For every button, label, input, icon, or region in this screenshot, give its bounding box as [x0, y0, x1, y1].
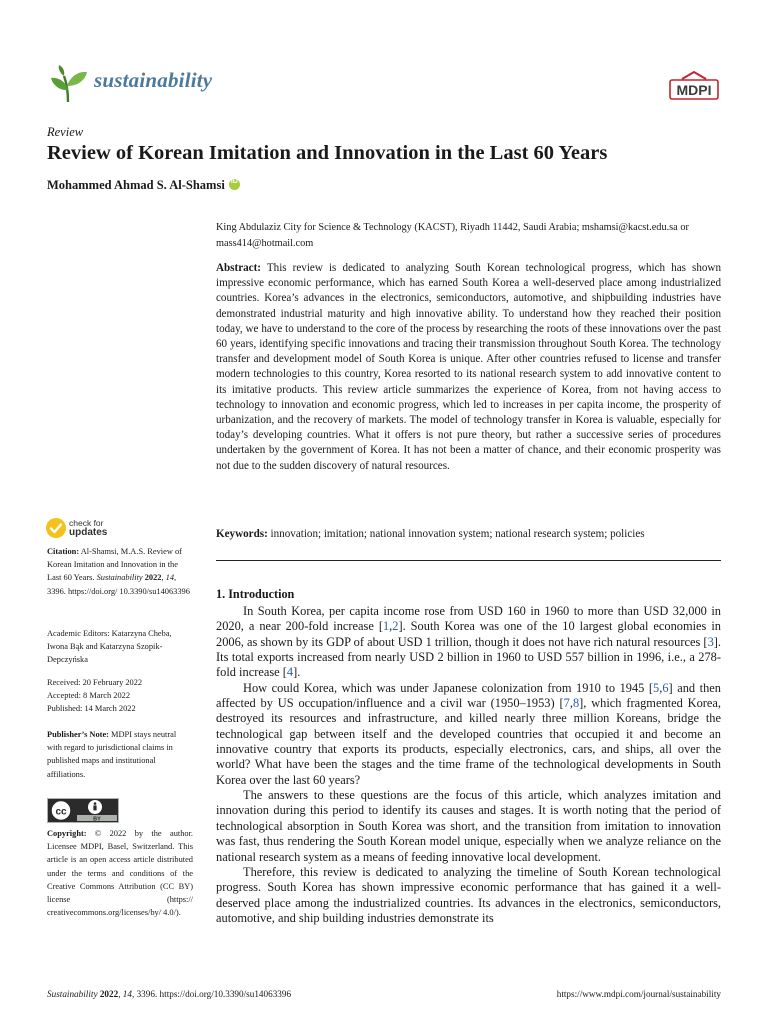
paragraph: Therefore, this review is dedicated to analyzing the timeline of South Korean technological progress. South Korea has shown impressive economic performance that has gained it a well-deserved place among the industrialized countries. Its advances in the electronics, semiconductors, automotive, and ship building industries demonstrate its	[216, 864, 721, 925]
keywords-label: Keywords:	[216, 528, 268, 540]
paragraph-text: ] and then affected by US occupation/influence and a civil war (1950–1953) [	[216, 680, 721, 711]
check-updates-icon	[45, 517, 67, 539]
svg-text:cc: cc	[55, 806, 67, 818]
footer-doi[interactable]: , 3396. https://doi.org/10.3390/su14063396	[131, 989, 292, 999]
pubnote-label: Publisher’s Note:	[47, 730, 109, 739]
copyright-notice	[47, 827, 193, 919]
citation-journal: Sustainability	[96, 573, 143, 583]
footer-journal-url[interactable]: https://www.mdpi.com/journal/sustainability	[556, 989, 721, 999]
citation-ref-link[interactable]: 2	[392, 619, 399, 634]
publishers-note	[47, 728, 193, 781]
citation-ref-link[interactable]: 4	[286, 665, 294, 680]
citation-ref-link[interactable]: 5	[653, 680, 660, 695]
paragraph-text: ], which fragmented Korea, destroyed its resources and infrastructure, and killed nearly three million Koreans, bridge the technological gap between itself and the developed countries that occupied it and become an innovative country that exports its products, especially electronics, cars, and ships, all over the world? What have been the stages and the time frame of the technological developments in South Korea over the last 60 years?	[216, 696, 721, 787]
abstract-label: Abstract:	[216, 262, 261, 274]
updates-label-bottom: updates	[69, 527, 108, 538]
paragraph	[216, 681, 721, 788]
journal-name: sustainability	[94, 68, 213, 92]
affiliation: King Abdulaziz City for Science & Technology (KACST), Riyadh 11442, Saudi Arabia; mshamsi@kacst.edu.sa or mass414@hotmail.com	[216, 222, 689, 249]
check-for-updates-button[interactable]	[45, 517, 125, 541]
citation-ref-link[interactable]: 7	[563, 696, 570, 711]
published-date: Published: 14 March 2022	[47, 704, 136, 714]
footer-journal: Sustainability	[47, 989, 98, 999]
author-line	[47, 178, 240, 193]
citation-year: 2022	[144, 573, 162, 583]
keywords-text: innovation; imitation; national innovation system; national research system; policies	[270, 528, 645, 540]
citation-volume: 14	[165, 573, 175, 583]
academic-editors: Academic Editors: Katarzyna Cheba, Iwona Bąk and Katarzyna Szopik-Depczyńska	[47, 629, 172, 665]
citation-ref-link[interactable]: 6	[662, 680, 669, 695]
cc-by-label: BY	[93, 816, 101, 823]
paragraph-text: ]. South Korea was one of the 10 largest global economies in 2006, as shown by its GDP of about USD 1 trillion, though it does not have rich natural resources [	[216, 619, 721, 649]
introduction-body	[216, 604, 721, 926]
article-title: Review of Korean Imitation and Innovation in the Last 60 Years	[47, 142, 608, 164]
abstract	[216, 261, 721, 474]
author-name: Mohammed Ahmad S. Al-Shamsi	[47, 178, 225, 192]
footer-citation: Sustainability 2022, 14, 3396. https://doi.org/10.3390/su14063396	[47, 989, 292, 999]
citation-block: Citation: Al-Shamsi, M.A.S. Review of Korean Imitation and Innovation in the Last 60 Years. Sustainability 2022, 14, 3396. https://doi.org/ 10.3390/su14063396	[47, 547, 190, 596]
section-divider	[216, 560, 721, 561]
section-heading: 1. Introduction	[216, 587, 295, 601]
received-date: Received: 20 February 2022	[47, 678, 143, 687]
footer-volume: 14	[122, 989, 132, 999]
ref-separator: ,	[389, 619, 393, 634]
cc-by-license-icon[interactable]	[47, 798, 119, 823]
citation-ref-link[interactable]: 8	[572, 696, 580, 711]
ref-separator: ,	[659, 680, 663, 695]
paragraph-text: ].	[293, 665, 301, 680]
citation-doi[interactable]: , 3396. https://doi.org/ 10.3390/su14063396	[47, 573, 190, 596]
paragraph-text: ]. Its total exports increased from nearly USD 2 billion in 1960 to USD 557 billion in 1996, i.e., a 278-fold increase [	[216, 634, 721, 680]
paragraph: The answers to these questions are the focus of this article, which analyzes imitation and innovation during this period to identify its causes and stages. It is worth noting that the period of technological absorption in South Korea was short, and the transition from imitation to innovation was fast, thus rendering the South Korean model unique, especially when we analyze reliance on the national research system as a means of feeding innovative local development.	[216, 788, 721, 864]
journal-logo-icon	[47, 64, 89, 104]
footer-year: 2022	[99, 989, 119, 999]
paragraph	[216, 604, 721, 681]
mdpi-logo-icon	[668, 70, 720, 102]
article-type: Review	[47, 125, 84, 139]
updates-label-top: check for	[69, 518, 104, 528]
abstract-text: This review is dedicated to analyzing South Korean technological progress, which has shown impressive economic performance, which has earned South Korea a well-deserved place among industrialized countries. Korea’s advances in the electronics, semiconductors, automotive, and shipbuilding industries have demonstrated industrial maturity and high innovative ability. To understand how they reached their position today, we have to understand to the core of the process by researching the roots of these innovations over the past 60 years, identifying specific innovations and tracing their transmission throughout South Korea. The technology transfer and development model of South Korea is unique. After other countries refused to license and transfer modern technologies to this country, Korea resorted to its national research system to add innovative content to its imitative products. This review article summarizes the experience of Korea, from not having access to technology to innovation and economic progress, which led to increases in per capita income, the prosperity of urbanization, and the recovery of markets. The model of technology transfer in Korea is valuable, especially for today’s developing countries. What it offers is not pure theory, but rather a successive series of procedures undertaken by the government of Korea. It has not been a matter of chance, and their economic prosperity was not due to the sudden discovery of natural resources.	[216, 262, 721, 472]
citation-label: Citation:	[47, 547, 80, 556]
paragraph-text: In South Korea, per capita income rose from USD 160 in 1960 to more than USD 32,000 in 2020, a near 200-fold increase [	[216, 604, 721, 634]
ref-separator: ,	[569, 696, 573, 711]
orcid-icon[interactable]: iD	[229, 179, 240, 190]
copyright-label: Copyright:	[47, 829, 87, 838]
paragraph-text: How could Korea, which was under Japanese colonization from 1910 to 1945 [	[243, 680, 654, 695]
accepted-date: Accepted: 8 March 2022	[47, 691, 131, 701]
pubnote-text: MDPI stays neutral with regard to jurisdictional claims in published maps and institutional affiliations.	[47, 730, 177, 779]
citation-ref-link[interactable]: 1	[382, 619, 390, 634]
copyright-text: © 2022 by the author. Licensee MDPI, Basel, Switzerland. This article is an open access article distributed under the terms and conditions of the Creative Commons Attribution (CC BY) license (https:// creativecommons.org/licenses/by/ 4.0/).	[47, 829, 194, 918]
dates-block	[47, 676, 193, 716]
keywords	[216, 527, 721, 542]
citation-ref-link[interactable]: 3	[707, 634, 714, 649]
citation-text: Al-Shamsi, M.A.S. Review of Korean Imitation and Innovation in the Last 60 Years.	[47, 547, 182, 583]
publisher-name: MDPI	[676, 82, 712, 98]
